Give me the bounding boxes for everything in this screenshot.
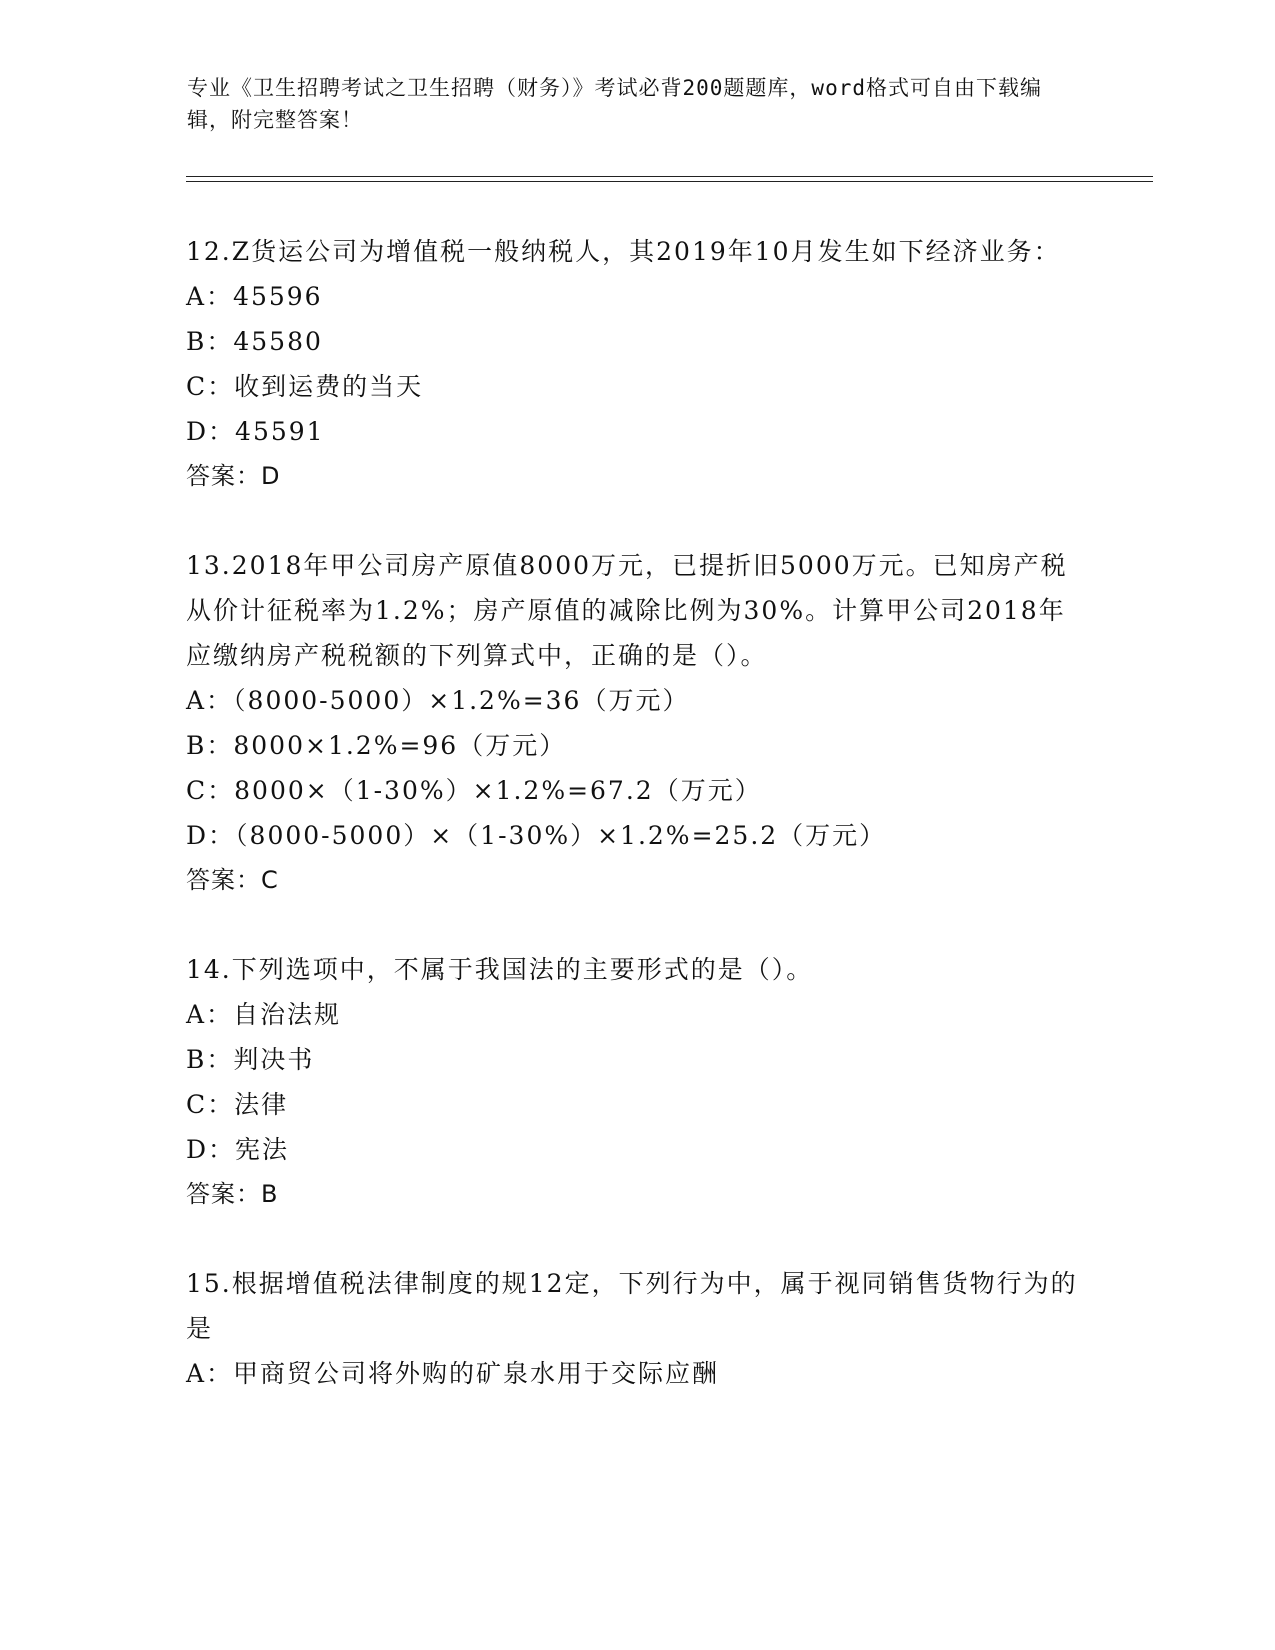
question-14 (186, 947, 1086, 1217)
option-b: B：45580 (186, 327, 323, 356)
question-text: 12.Z货运公司为增值税一般纳税人，其2019年10月发生如下经济业务： (186, 237, 1061, 266)
answer: 答案：C (186, 866, 279, 894)
question-text: 14.下列选项中，不属于我国法的主要形式的是（）。 (186, 955, 814, 984)
option-d: D：宪法 (186, 1135, 290, 1164)
question-text: 15.根据增值税法律制度的规12定，下列行为中，属于视同销售货物行为的是 (186, 1269, 1078, 1343)
question-list (186, 229, 1086, 1440)
option-b: B：判决书 (186, 1045, 315, 1074)
option-a: A：甲商贸公司将外购的矿泉水用于交际应酬 (186, 1359, 720, 1388)
option-c: C：法律 (186, 1090, 289, 1119)
answer: 答案：B (186, 1180, 279, 1208)
question-12 (186, 229, 1086, 499)
option-c: C：收到运费的当天 (186, 372, 424, 401)
document-header: 专业《卫生招聘考试之卫生招聘（财务）》考试必背200题题库，word格式可自由下载编辑，附完整答案！ (187, 76, 1042, 132)
option-d: D：45591 (186, 417, 325, 446)
question-15 (186, 1261, 1086, 1396)
option-a: A：自治法规 (186, 1000, 342, 1029)
question-text: 13.2018年甲公司房产原值8000万元，已提折旧5000万元。已知房产税从价计征税率为1.2%；房产原值的减除比例为30%。计算甲公司2018年应缴纳房产税税额的下列算式中，正确的是（）。 (186, 551, 1068, 670)
option-d: D：（8000-5000）×（1-30%）×1.2%=25.2（万元） (186, 821, 887, 850)
option-a: A：45596 (186, 282, 323, 311)
option-c: C：8000×（1-30%）×1.2%=67.2（万元） (186, 776, 762, 805)
answer: 答案：D (186, 462, 281, 490)
option-b: B：8000×1.2%=96（万元） (186, 731, 567, 760)
question-13 (186, 543, 1086, 903)
option-a: A：（8000-5000）×1.2%=36（万元） (186, 686, 690, 715)
header-divider-bottom (186, 181, 1153, 182)
header-divider-top (186, 176, 1153, 177)
